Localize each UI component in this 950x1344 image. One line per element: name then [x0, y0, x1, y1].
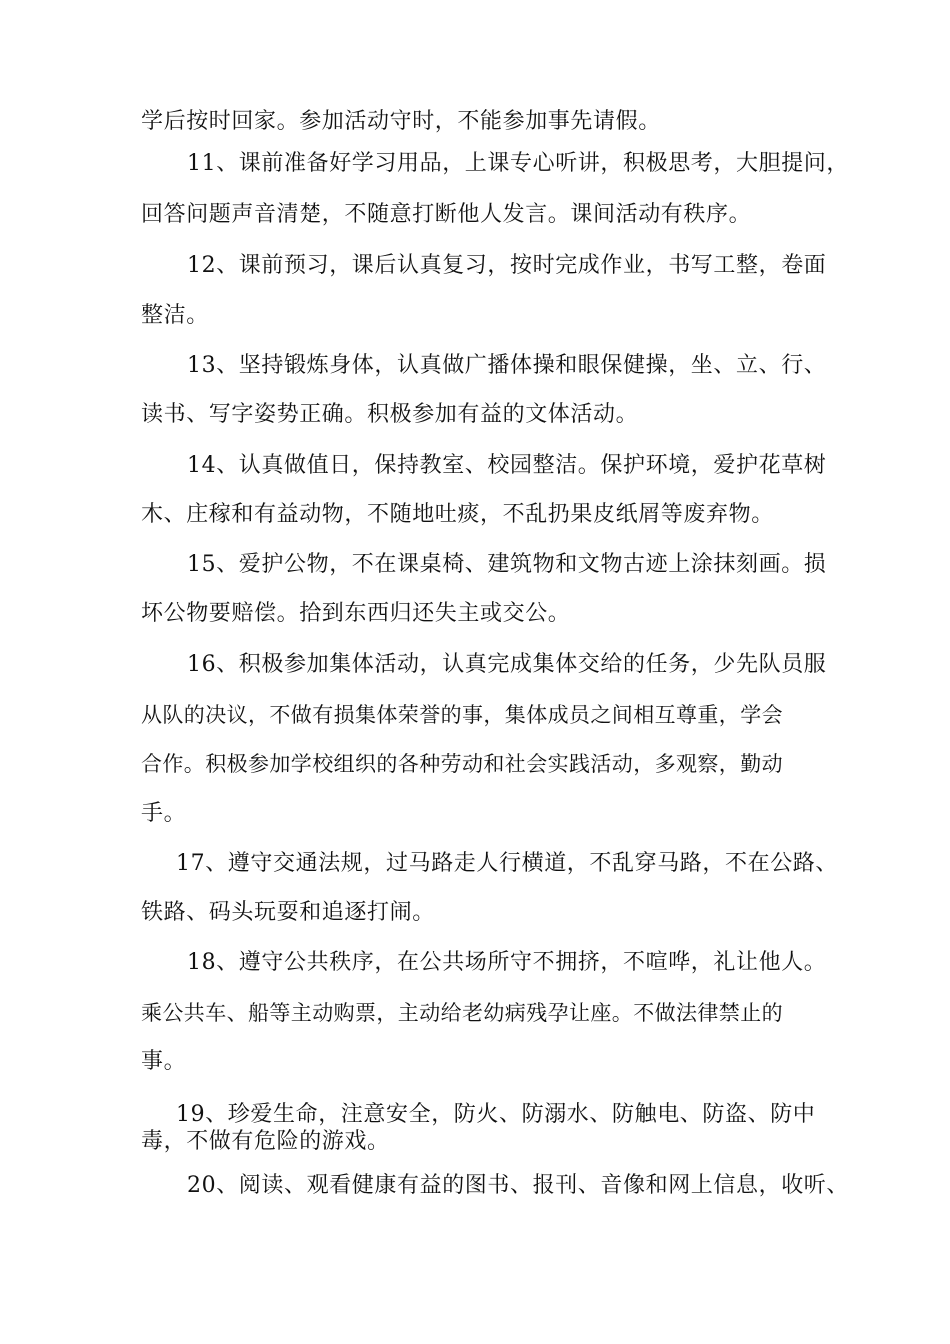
- text-line: 14、认真做值日，保持教室、校园整洁。保护环境，爱护花草树: [187, 453, 827, 478]
- text-line: 16、积极参加集体活动，认真完成集体交给的任务，少先队员服: [187, 652, 827, 677]
- text-line: 乘公共车、船等主动购票，主动给老幼病残孕让座。不做法律禁止的: [141, 1001, 783, 1025]
- text-line: 事。: [141, 1049, 187, 1074]
- text-line: 从队的决议，不做有损集体荣誉的事，集体成员之间相互尊重，学会: [141, 703, 783, 727]
- text-line: 20、阅读、观看健康有益的图书、报刊、音像和网上信息，收听、: [187, 1173, 849, 1198]
- text-line: 回答问题声音清楚，不随意打断他人发言。课间活动有秩序。: [141, 202, 752, 227]
- text-line: 读书、写字姿势正确。积极参加有益的文体活动。: [141, 402, 639, 427]
- text-line: 合作。积极参加学校组织的各种劳动和社会实践活动，多观察，勤动: [141, 752, 783, 776]
- text-line: 17、遵守交通法规，过马路走人行横道，不乱穿马路，不在公路、: [176, 851, 838, 876]
- text-line: 19、珍爱生命，注意安全，防火、防溺水、防触电、防盗、防中: [176, 1102, 816, 1127]
- text-line: 手。: [141, 801, 187, 826]
- text-line: 学后按时回家。参加活动守时，不能参加事先请假。: [141, 109, 661, 134]
- text-line: 18、遵守公共秩序，在公共场所守不拥挤，不喧哗，礼让他人。: [187, 950, 827, 975]
- text-line: 15、爱护公物，不在课桌椅、建筑物和文物古迹上涂抹刻画。损: [187, 552, 827, 577]
- text-line: 坏公物要赔偿。拾到东西归还失主或交公。: [141, 601, 571, 626]
- text-line: 木、庄稼和有益动物，不随地吐痰，不乱扔果皮纸屑等废弃物。: [141, 502, 774, 527]
- text-line: 毒，不做有危险的游戏。: [141, 1129, 390, 1154]
- text-line: 铁路、码头玩耍和追逐打闹。: [141, 900, 435, 925]
- text-line: 12、课前预习，课后认真复习，按时完成作业，书写工整，卷面: [187, 253, 827, 278]
- text-line: 整洁。: [141, 303, 209, 328]
- text-line: 13、坚持锻炼身体，认真做广播体操和眼保健操，坐、立、行、: [187, 353, 827, 378]
- text-line: 11、课前准备好学习用品，上课专心听讲，积极思考，大胆提问，: [187, 151, 849, 176]
